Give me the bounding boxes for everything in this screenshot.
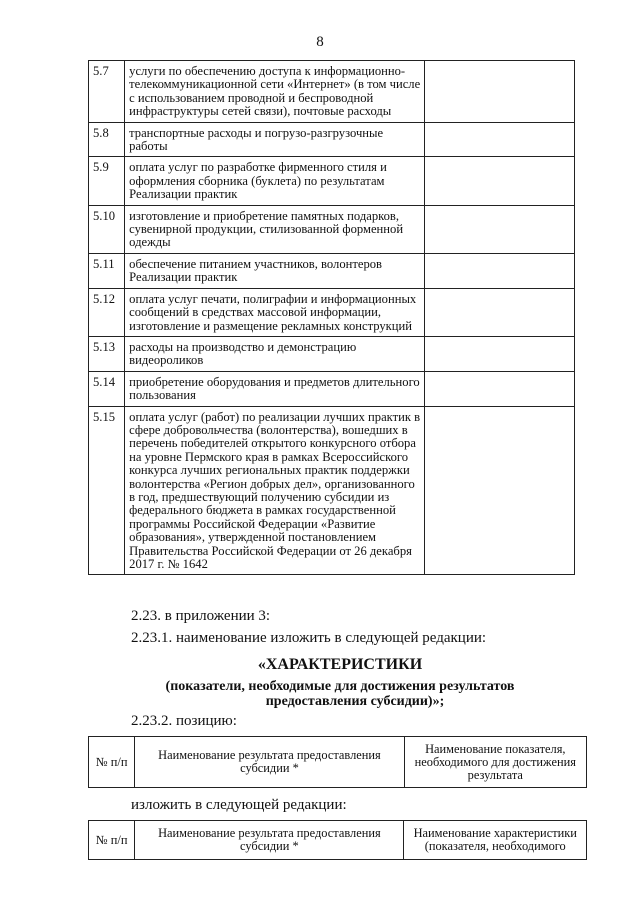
heading-subtitle-line2: предоставления субсидии)»; (265, 694, 445, 709)
paragraph-2-23: 2.23. в приложении 3: (131, 608, 271, 624)
table-row (89, 253, 575, 288)
old-col-number: № п/п (89, 737, 135, 788)
old-col-indicator-name: Наименование показателя, необходимого для достижения результата (404, 737, 586, 788)
heading-title: «ХАРАКТЕРИСТИКИ (257, 656, 423, 673)
paragraph-2-23-2: 2.23.2. позицию: (131, 713, 237, 729)
row-empty-cell (425, 205, 575, 253)
table-row (89, 336, 575, 371)
row-empty-cell (425, 61, 575, 123)
row-description: транспортные расходы и погрузо-разгрузочные работы (125, 122, 425, 157)
new-col-result-name: Наименование результата предоставления субсидии * (135, 821, 404, 860)
row-empty-cell (425, 253, 575, 288)
row-empty-cell (425, 288, 575, 336)
old-header-table (88, 736, 587, 788)
new-col-number: № п/п (89, 821, 135, 860)
row-empty-cell (425, 371, 575, 406)
heading-subtitle-line1: (показатели, необходимые для достижения результатов (165, 679, 515, 694)
row-empty-cell (425, 157, 575, 205)
row-description: оплата услуг по разработке фирменного стиля и оформления сборника (буклета) по результатам Реализации практик (125, 157, 425, 205)
characteristics-heading (100, 656, 580, 709)
table-row (89, 157, 575, 205)
row-number: 5.7 (89, 61, 125, 123)
row-number: 5.15 (89, 406, 125, 575)
row-description: оплата услуг печати, полиграфии и информационных сообщений в средствах массовой информации, изготовление и размещение рекламных конструкций (125, 288, 425, 336)
row-number: 5.8 (89, 122, 125, 157)
table-row (89, 371, 575, 406)
row-description: расходы на производство и демонстрацию видеороликов (125, 336, 425, 371)
row-description: изготовление и приобретение памятных подарков, сувенирной продукции, стилизованной форменной одежды (125, 205, 425, 253)
row-empty-cell (425, 122, 575, 157)
new-col-characteristic-name: Наименование характеристики (показателя, необходимого (404, 821, 587, 860)
row-description: оплата услуг (работ) по реализации лучших практик в сфере добровольчества (волонтерства), вошедших в перечень победителей открытого конкурсного отбора на уровне Пермского края в рамках Всероссийского конкурса лучших региональных практик поддержки волонтерства «Регион добрых дел», организованного в год, предшествующий получению субсидии из федерального бюджета в рамках государственной программы Российской Федерации «Развитие образования», утвержденной постановлением Правительства Российской Федерации от 26 декабря 2017 г. № 1642 (125, 406, 425, 575)
row-number: 5.12 (89, 288, 125, 336)
new-header-table (88, 820, 587, 860)
paragraph-new-wording: изложить в следующей редакции: (131, 797, 347, 813)
row-number: 5.10 (89, 205, 125, 253)
table-row (89, 288, 575, 336)
table-row (89, 205, 575, 253)
row-description: услуги по обеспечению доступа к информационно-телекоммуникационной сети «Интернет» (в том числе с использованием проводной и беспроводной инфраструктуры сетей связи), почтовые расходы (125, 61, 425, 123)
row-number: 5.13 (89, 336, 125, 371)
table-row (89, 122, 575, 157)
page-number: 8 (316, 34, 324, 50)
row-number: 5.14 (89, 371, 125, 406)
paragraph-2-23-1: 2.23.1. наименование изложить в следующей редакции: (131, 630, 487, 646)
row-description: приобретение оборудования и предметов длительного пользования (125, 371, 425, 406)
row-number: 5.9 (89, 157, 125, 205)
row-description: обеспечение питанием участников, волонтеров Реализации практик (125, 253, 425, 288)
row-number: 5.11 (89, 253, 125, 288)
row-empty-cell (425, 336, 575, 371)
expenses-table (88, 60, 575, 575)
table-row (89, 406, 575, 575)
row-empty-cell (425, 406, 575, 575)
old-col-result-name: Наименование результата предоставления субсидии * (135, 737, 404, 788)
table-row (89, 61, 575, 123)
